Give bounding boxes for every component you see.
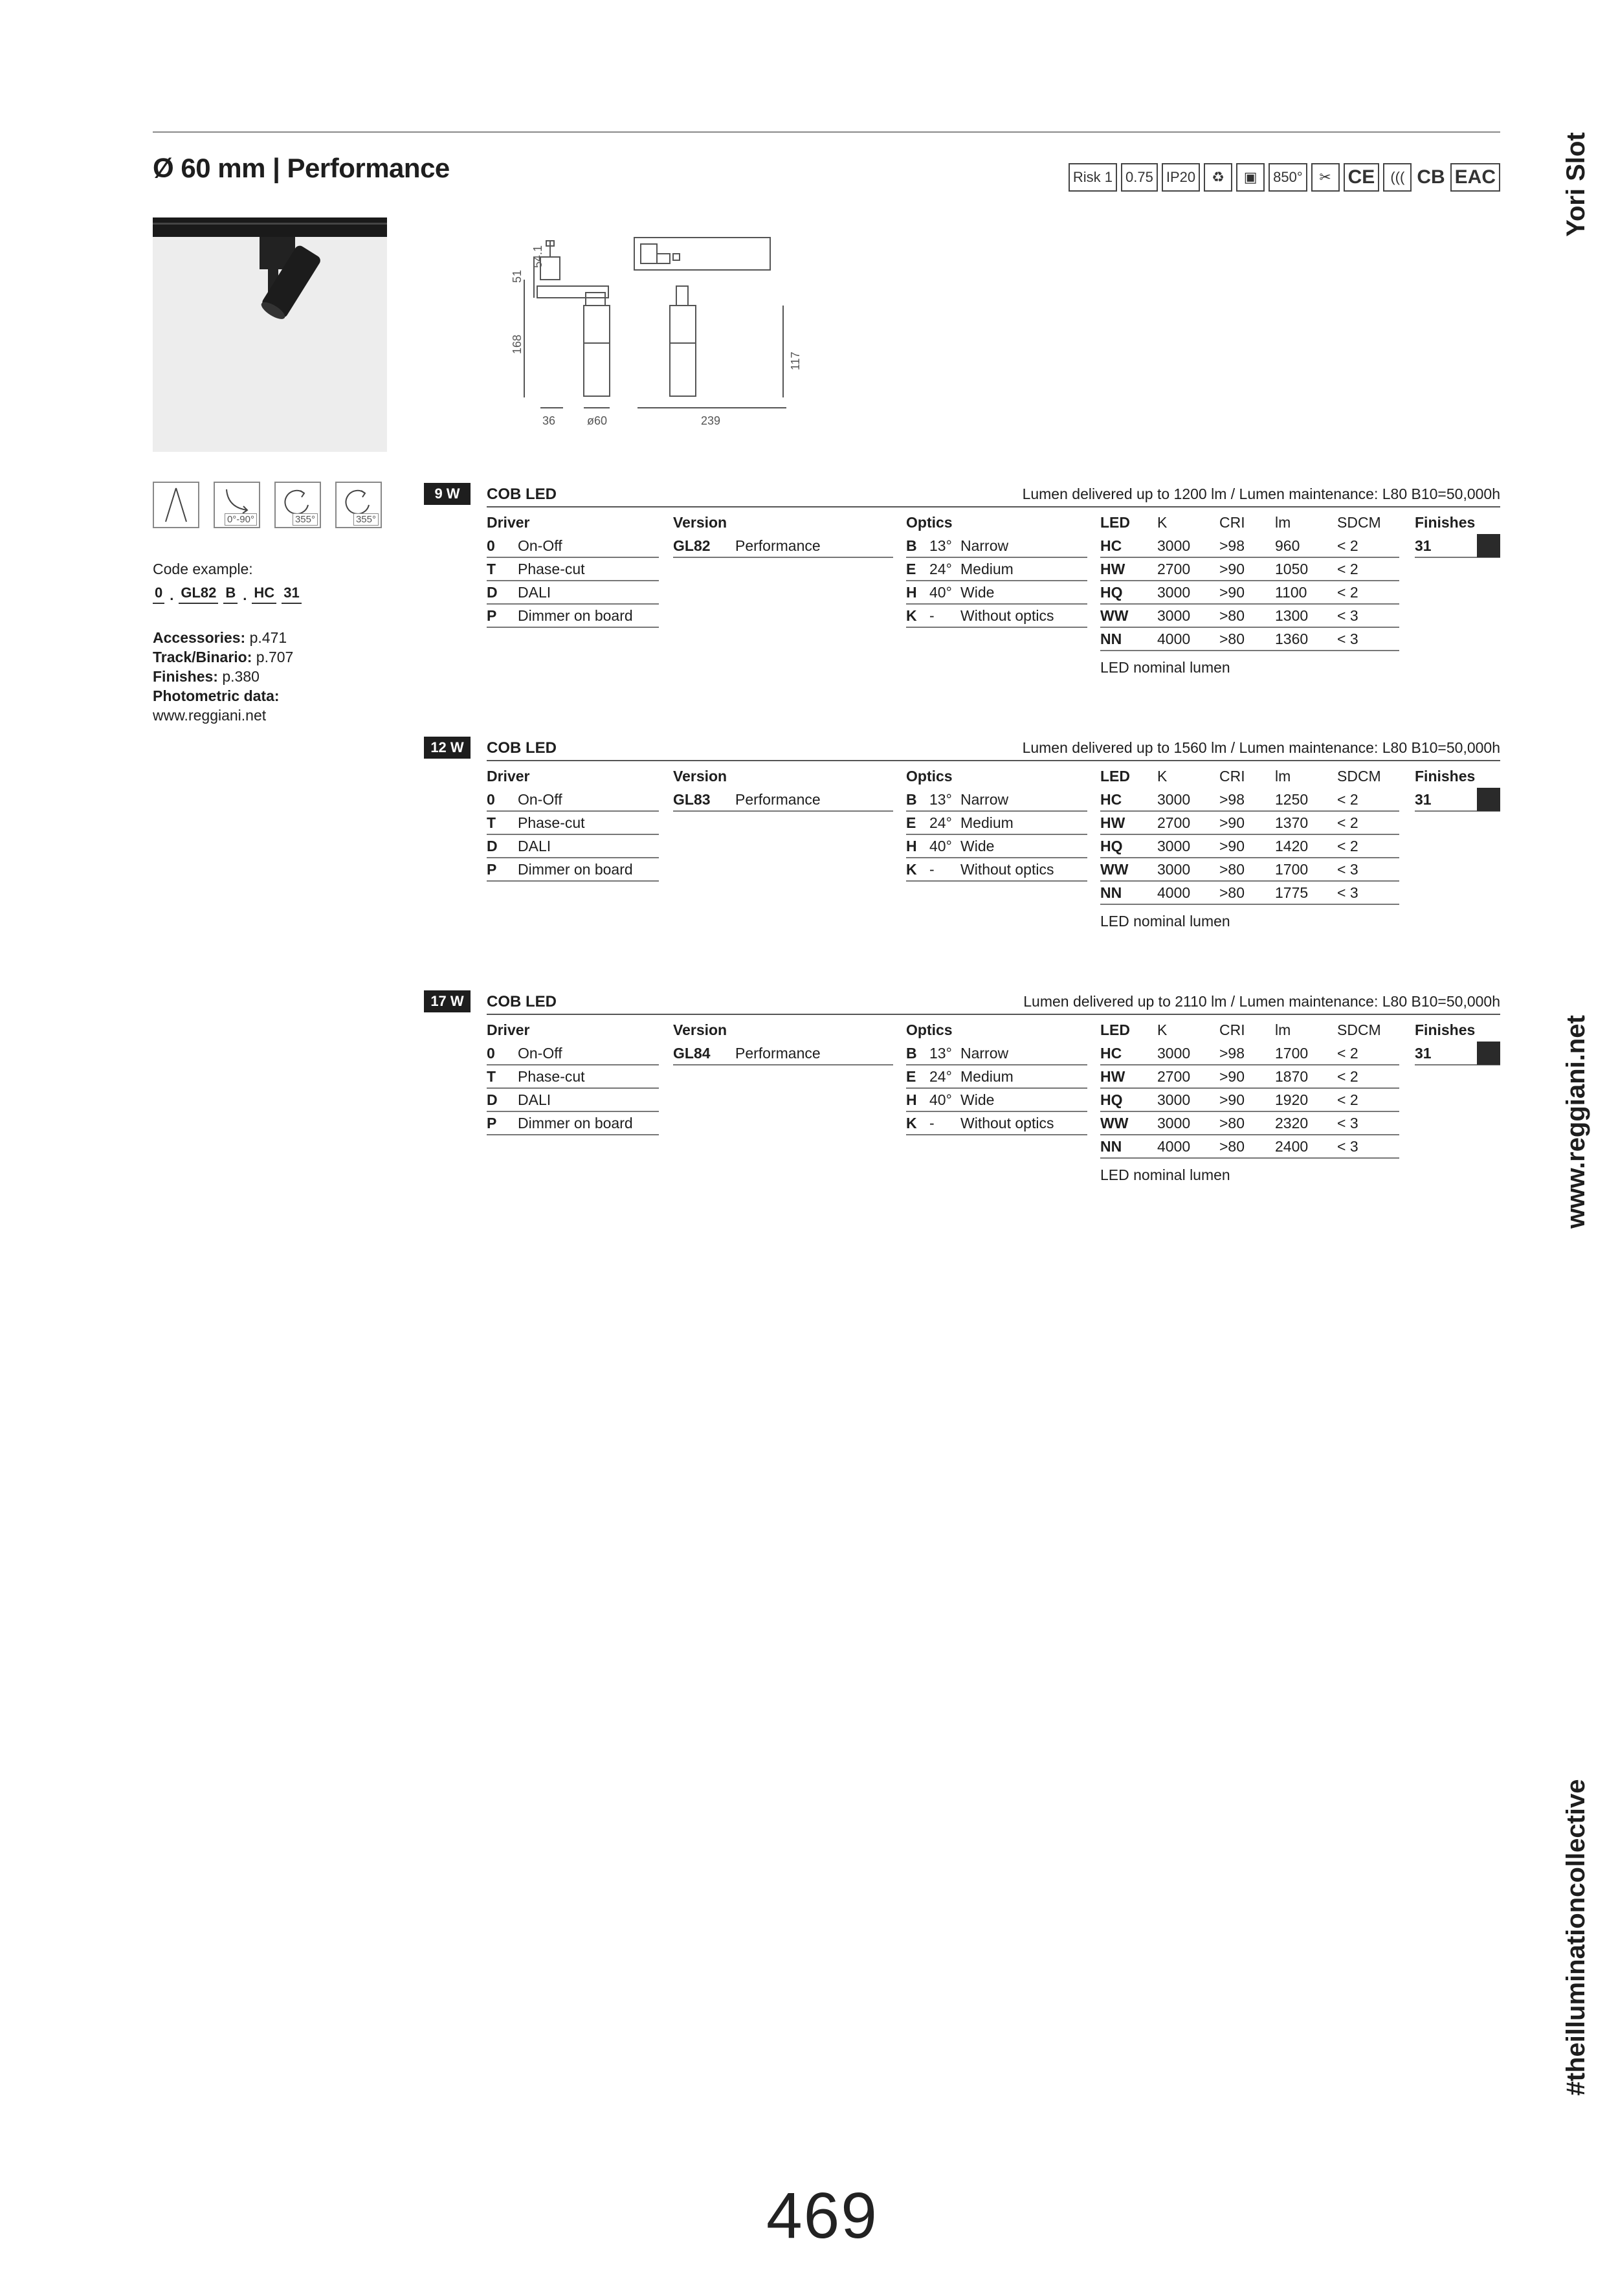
angle-icons xyxy=(153,482,382,528)
led-row: HC 3000 >98 1700 < 2 xyxy=(1100,1042,1399,1065)
optics-row: K - Without optics xyxy=(906,1112,1087,1135)
led-row: WW 3000 >80 1700 < 3 xyxy=(1100,858,1399,882)
led-row: HQ 3000 >90 1920 < 2 xyxy=(1100,1089,1399,1112)
led-row: HQ 3000 >90 1100 < 2 xyxy=(1100,581,1399,605)
finish-row: 31 xyxy=(1415,1042,1500,1065)
page-title: Ø 60 mm | Performance xyxy=(153,153,450,183)
version-column xyxy=(673,764,893,812)
optics-row: H 40° Wide xyxy=(906,1089,1087,1112)
version-row: GL84 Performance xyxy=(673,1042,893,1065)
dim-36: 36 xyxy=(542,414,556,427)
optics-column xyxy=(906,510,1087,628)
code-example-segments: 0 . GL82 B . HC 31 xyxy=(153,585,302,604)
driver-row: D DALI xyxy=(487,835,659,858)
section-rule xyxy=(487,506,1500,507)
website-link[interactable]: www.reggiani.net xyxy=(153,707,267,724)
optics-header: Optics xyxy=(906,1021,953,1038)
driver-header: Driver xyxy=(487,514,530,531)
technical-drawing xyxy=(482,228,819,435)
lumen-info: Lumen delivered up to 1200 lm / Lumen maintenance: L80 B10=50,000h xyxy=(1022,485,1500,502)
ccc-mark-icon: ((( xyxy=(1383,163,1412,192)
top-rule xyxy=(153,131,1500,133)
lumen-info: Lumen delivered up to 1560 lm / Lumen maintenance: L80 B10=50,000h xyxy=(1022,739,1500,756)
driver-row: T Phase-cut xyxy=(487,558,659,581)
driver-row: P Dimmer on board xyxy=(487,1112,659,1135)
no-cover-icon: ✂ xyxy=(1311,163,1340,192)
page-number: 469 xyxy=(766,2179,878,2252)
driver-column xyxy=(487,510,659,628)
version-header: Version xyxy=(673,768,727,785)
rotation-icon: 355° xyxy=(274,482,321,528)
section-rule xyxy=(487,1014,1500,1015)
ce-mark-icon: CE xyxy=(1344,163,1380,192)
led-header: LED K CRI lm SDCM xyxy=(1100,514,1381,531)
version-header: Version xyxy=(673,514,727,531)
finish-row: 31 xyxy=(1415,788,1500,812)
driver-header: Driver xyxy=(487,768,530,785)
eac-mark-icon: EAC xyxy=(1450,163,1500,192)
led-row: NN 4000 >80 1775 < 3 xyxy=(1100,882,1399,905)
wattage-badge: 9 W xyxy=(424,483,471,505)
dim-54-1: 54.1 xyxy=(531,245,544,268)
led-column xyxy=(1100,1018,1399,1184)
optics-row: B 13° Narrow xyxy=(906,1042,1087,1065)
version-column xyxy=(673,1018,893,1065)
optics-row: K - Without optics xyxy=(906,858,1087,882)
side-product-name: Yori Slot xyxy=(1562,132,1590,237)
optics-row: H 40° Wide xyxy=(906,581,1087,605)
optics-column xyxy=(906,1018,1087,1135)
section-title: COB LED xyxy=(487,993,557,1010)
section-rule xyxy=(487,760,1500,761)
cb-mark-icon: CB xyxy=(1417,166,1445,188)
driver-row: T Phase-cut xyxy=(487,812,659,835)
optics-header: Optics xyxy=(906,514,953,531)
driver-column xyxy=(487,764,659,882)
dim-239: 239 xyxy=(701,414,721,427)
wattage-badge: 17 W xyxy=(424,990,471,1012)
led-row: HQ 3000 >90 1420 < 2 xyxy=(1100,835,1399,858)
side-website: www.reggiani.net xyxy=(1562,1015,1590,1229)
version-row: GL82 Performance xyxy=(673,535,893,558)
optics-row: E 24° Medium xyxy=(906,1065,1087,1089)
beam-angle-icon xyxy=(153,482,199,528)
section-title: COB LED xyxy=(487,485,557,503)
led-header: LED K CRI lm SDCM xyxy=(1100,1021,1381,1038)
class-ii-icon: ▣ xyxy=(1236,163,1265,192)
version-row: GL83 Performance xyxy=(673,788,893,812)
ip-rating-icon: IP20 xyxy=(1162,163,1200,192)
driver-header: Driver xyxy=(487,1021,530,1038)
led-row: HW 2700 >90 1050 < 2 xyxy=(1100,558,1399,581)
tilt-icon: 0°-90° xyxy=(214,482,260,528)
glow-wire-icon: 850° xyxy=(1269,163,1307,192)
optics-header: Optics xyxy=(906,768,953,785)
dim-168: 168 xyxy=(511,334,524,354)
led-row: HC 3000 >98 1250 < 2 xyxy=(1100,788,1399,812)
led-row: WW 3000 >80 2320 < 3 xyxy=(1100,1112,1399,1135)
section-title: COB LED xyxy=(487,739,557,757)
led-column xyxy=(1100,764,1399,930)
led-note: LED nominal lumen xyxy=(1100,1166,1230,1183)
optics-row: K - Without optics xyxy=(906,605,1087,628)
code-example-label: Code example: xyxy=(153,561,253,577)
led-row: HW 2700 >90 1870 < 2 xyxy=(1100,1065,1399,1089)
driver-row: D DALI xyxy=(487,581,659,605)
optics-row: E 24° Medium xyxy=(906,812,1087,835)
risk-group-icon: Risk 1 xyxy=(1069,163,1117,192)
optics-row: H 40° Wide xyxy=(906,835,1087,858)
led-header: LED K CRI lm SDCM xyxy=(1100,768,1381,785)
finish-swatch xyxy=(1477,1042,1500,1065)
lumen-info: Lumen delivered up to 2110 lm / Lumen maintenance: L80 B10=50,000h xyxy=(1023,993,1500,1010)
finishes-header: Finishes xyxy=(1415,1021,1476,1038)
led-row: NN 4000 >80 2400 < 3 xyxy=(1100,1135,1399,1159)
finishes-column xyxy=(1415,510,1500,558)
dim-117: 117 xyxy=(789,351,802,370)
references: Accessories: p.471 Track/Binario: p.707 Finishes: p.380 Photometric data: www.reggiani.net xyxy=(153,629,294,724)
led-column xyxy=(1100,510,1399,676)
led-row: WW 3000 >80 1300 < 3 xyxy=(1100,605,1399,628)
weight-kg-icon: 0.75 xyxy=(1121,163,1158,192)
certification-badges xyxy=(1069,163,1500,192)
optics-column xyxy=(906,764,1087,882)
version-column xyxy=(673,510,893,558)
optics-row: B 13° Narrow xyxy=(906,535,1087,558)
code-example xyxy=(153,561,302,604)
finishes-column xyxy=(1415,1018,1500,1065)
led-note: LED nominal lumen xyxy=(1100,913,1230,930)
finish-swatch xyxy=(1477,788,1500,811)
led-row: HC 3000 >98 960 < 2 xyxy=(1100,535,1399,558)
finishes-header: Finishes xyxy=(1415,768,1476,785)
rotation-icon: 355° xyxy=(335,482,382,528)
finishes-header: Finishes xyxy=(1415,514,1476,531)
dim-diameter-60: ø60 xyxy=(587,414,608,427)
driver-column xyxy=(487,1018,659,1135)
side-hashtag: #theilluminationcollective xyxy=(1562,1779,1590,2096)
led-row: NN 4000 >80 1360 < 3 xyxy=(1100,628,1399,651)
optics-row: B 13° Narrow xyxy=(906,788,1087,812)
driver-row: D DALI xyxy=(487,1089,659,1112)
driver-row: T Phase-cut xyxy=(487,1065,659,1089)
driver-row: P Dimmer on board xyxy=(487,858,659,882)
recycle-icon: ♻ xyxy=(1204,163,1232,192)
driver-row: 0 On-Off xyxy=(487,1042,659,1065)
driver-row: 0 On-Off xyxy=(487,788,659,812)
led-note: LED nominal lumen xyxy=(1100,659,1230,676)
wattage-badge: 12 W xyxy=(424,737,471,759)
optics-row: E 24° Medium xyxy=(906,558,1087,581)
finish-row: 31 xyxy=(1415,535,1500,558)
driver-row: 0 On-Off xyxy=(487,535,659,558)
dim-51: 51 xyxy=(511,269,524,283)
finishes-column xyxy=(1415,764,1500,812)
led-row: HW 2700 >90 1370 < 2 xyxy=(1100,812,1399,835)
product-photo xyxy=(153,217,387,452)
driver-row: P Dimmer on board xyxy=(487,605,659,628)
finish-swatch xyxy=(1477,534,1500,557)
version-header: Version xyxy=(673,1021,727,1038)
